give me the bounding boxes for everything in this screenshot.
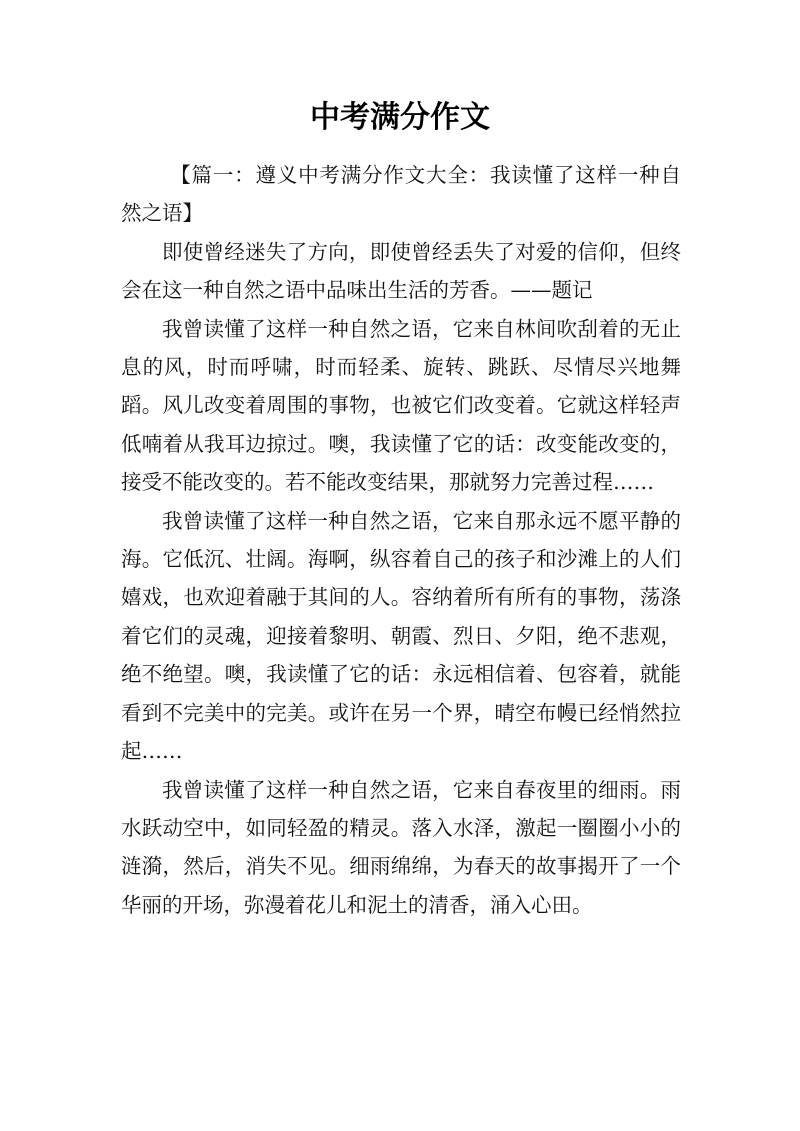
paragraph-rain: 我曾读懂了这样一种自然之语，它来自春夜里的细雨。雨水跃动空中，如同轻盈的精灵。落入水泽，激起一圈圈小小的涟漪，然后，消失不见。细雨绵绵，为春天的故事揭开了一个华丽的开场，弥漫着花儿和泥土的清香，涌入心田。 bbox=[121, 777, 681, 917]
essay-body bbox=[121, 156, 681, 924]
section-heading: 【篇一：遵义中考满分作文大全：我读懂了这样一种自然之语】 bbox=[121, 163, 681, 226]
paragraph-epigraph: 即使曾经迷失了方向，即使曾经丢失了对爱的信仰，但终会在这一种自然之语中品味出生活的芳香。——题记 bbox=[121, 239, 681, 303]
paragraph-sea: 我曾读懂了这样一种自然之语，它来自那永远不愿平静的海。它低沉、壮阔。海啊，纵容着自己的孩子和沙滩上的人们嬉戏，也欢迎着融于其间的人。容纳着所有所有的事物，荡涤着它们的灵魂，迎接着黎明、朝霞、烈日、夕阳，绝不悲观，绝不绝望。噢，我读懂了它的话：永远相信着、包容着，就能看到不完美中的完美。或许在另一个界，晴空布幔已经悄然拉起…… bbox=[121, 508, 681, 764]
page-title: 中考满分作文 bbox=[310, 100, 490, 135]
paragraph-wind: 我曾读懂了这样一种自然之语，它来自林间吹刮着的无止息的风，时而呼啸，时而轻柔、旋转、跳跃、尽情尽兴地舞蹈。风儿改变着周围的事物，也被它们改变着。它就这样轻声低喃着从我耳边掠过。噢，我读懂了它的话：改变能改变的，接受不能改变的。若不能改变结果，那就努力完善过程…… bbox=[121, 316, 681, 495]
